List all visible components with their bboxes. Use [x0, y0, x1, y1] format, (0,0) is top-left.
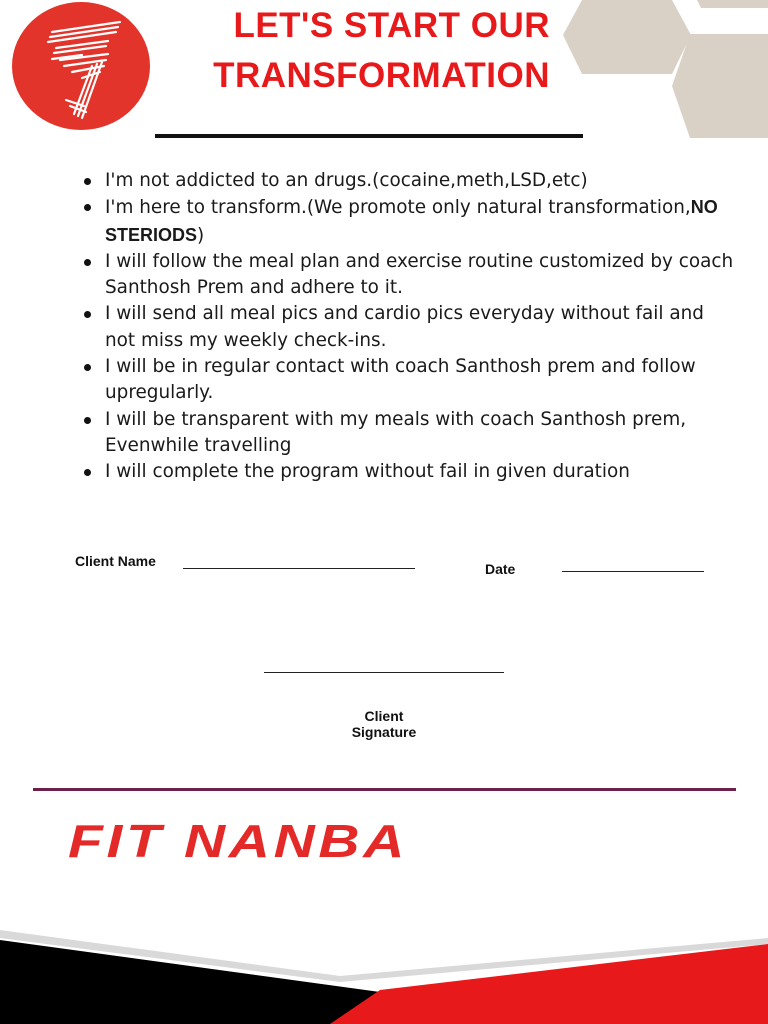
list-item: I will be in regular contact with coach Santhosh prem and follow upregularly. [78, 354, 738, 407]
list-item: I will send all meal pics and cardio pics everyday without fail and not miss my weekly check-ins. [78, 301, 738, 354]
list-item: I will complete the program without fail in given duration [78, 459, 738, 485]
page-title-line2: TRANSFORMATION [213, 56, 550, 95]
section-divider [33, 788, 736, 791]
brand-wordmark [68, 817, 410, 861]
date-field[interactable] [562, 571, 704, 572]
page-title-line1: LET'S START OUR [233, 6, 550, 45]
decorative-hexagons [560, 0, 768, 150]
list-item: I will follow the meal plan and exercise routine customized by coach Santhosh Prem and adhere to it. [78, 249, 738, 302]
pledge-list [78, 168, 738, 486]
list-item: I'm not addicted to an drugs.(cocaine,meth,LSD,etc) [78, 168, 738, 194]
client-name-label: Client Name [75, 553, 156, 569]
brand-name: FIT NANBA [68, 817, 408, 861]
date-label: Date [485, 561, 516, 577]
footer-graphic [0, 930, 768, 1024]
signature-field[interactable] [264, 672, 504, 673]
stylized-f-logo-icon [12, 2, 150, 130]
list-item: I will be transparent with my meals with coach Santhosh prem, Evenwhile travelling [78, 407, 738, 460]
no-steroids-emphasis: NO STERIODS [105, 197, 718, 245]
title-underline [155, 134, 583, 138]
list-item: I'm here to transform.(We promote only natural transformation,NO STERIODS) [78, 194, 738, 249]
client-name-field[interactable] [183, 568, 415, 569]
signature-label: Client Signature [351, 708, 417, 740]
fitnanba-logo [12, 2, 150, 130]
